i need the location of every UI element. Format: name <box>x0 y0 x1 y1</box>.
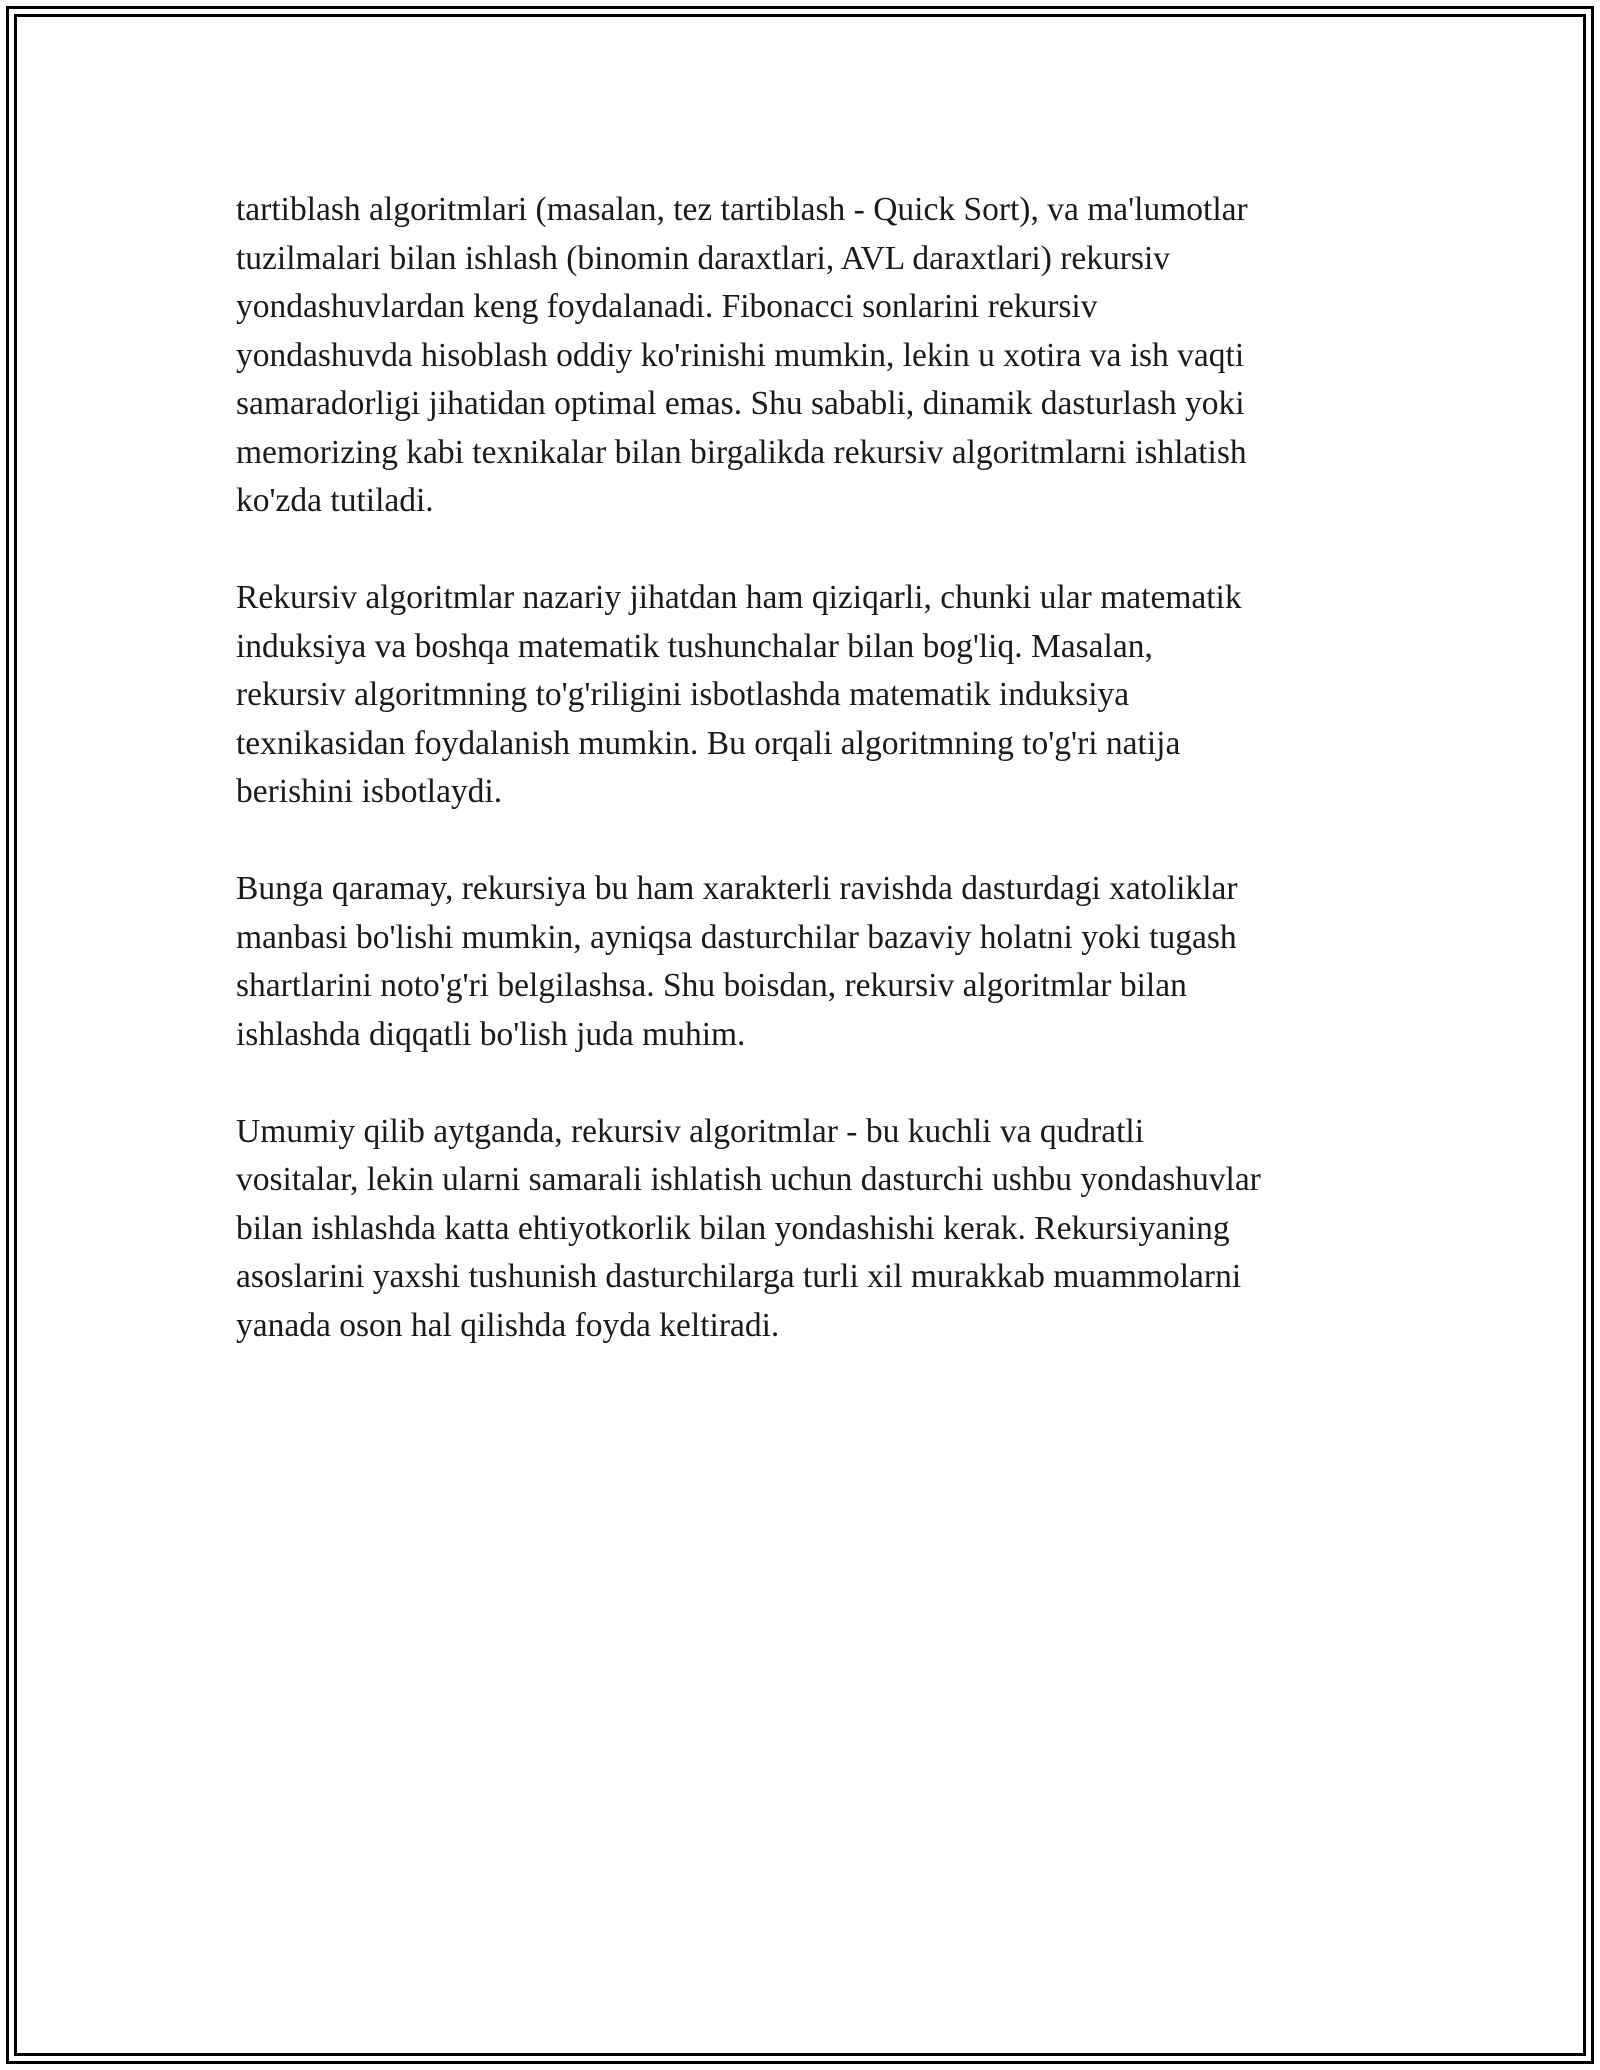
paragraph-4 <box>236 1108 1376 1351</box>
text-line: yondashuvlardan keng foydalanadi. Fibonacci sonlarini rekursiv <box>236 288 1098 325</box>
document-body <box>236 186 1376 1399</box>
text-line: shartlarini noto'g'ri belgilashsa. Shu boisdan, rekursiv algoritmlar bilan <box>236 967 1187 1004</box>
text-line: tuzilmalari bilan ishlash (binomin daraxtlari, AVL daraxtlari) rekursiv <box>236 239 1171 277</box>
text-line: asoslarini yaxshi tushunish dasturchilarga turli xil murakkab muammolarni <box>236 1258 1242 1295</box>
text-line: tartiblash algoritmlari (masalan, tez tartiblash - Quick Sort), va ma'lumotlar <box>236 191 1248 228</box>
paragraph-1 <box>236 186 1376 526</box>
text-line: samaradorligi jihatidan optimal emas. Shu sababli, dinamik dasturlash yoki <box>236 385 1245 422</box>
text-line: Umumiy qilib aytganda, rekursiv algoritmlar - bu kuchli va qudratli <box>236 1112 1145 1150</box>
text-line: ko'zda tutiladi. <box>236 482 434 519</box>
text-line: bilan ishlashda katta ehtiyotkorlik bilan yondashishi kerak. Rekursiyaning <box>236 1209 1230 1247</box>
text-line: Bunga qaramay, rekursiya bu ham xarakterli ravishda dasturdagi xatoliklar <box>236 870 1238 907</box>
text-line: rekursiv algoritmning to'g'riligini isbotlashda matematik induksiya <box>236 676 1130 713</box>
text-line: Rekursiv algoritmlar nazariy jihatdan ham qiziqarli, chunki ular matematik <box>236 579 1242 616</box>
text-line: ishlashda diqqatli bo'lish juda muhim. <box>236 1015 746 1053</box>
text-line: memorizing kabi texnikalar bilan birgalikda rekursiv algoritmlarni ishlatish <box>236 433 1247 471</box>
paragraph-3 <box>236 865 1376 1059</box>
text-line: yanada oson hal qilishda foyda keltiradi. <box>236 1306 780 1344</box>
text-line: manbasi bo'lishi mumkin, ayniqsa dasturchilar bazaviy holatni yoki tugash <box>236 918 1237 956</box>
text-line: induksiya va boshqa matematik tushunchalar bilan bog'liq. Masalan, <box>236 627 1153 665</box>
text-line: berishini isbotlaydi. <box>236 773 503 810</box>
text-line: yondashuvda hisoblash oddiy ko'rinishi mumkin, lekin u xotira va ish vaqti <box>236 336 1245 374</box>
paragraph-2 <box>236 574 1376 817</box>
text-line: texnikasidan foydalanish mumkin. Bu orqali algoritmning to'g'ri natija <box>236 724 1181 762</box>
text-line: vositalar, lekin ularni samarali ishlatish uchun dasturchi ushbu yondashuvlar <box>236 1161 1261 1198</box>
